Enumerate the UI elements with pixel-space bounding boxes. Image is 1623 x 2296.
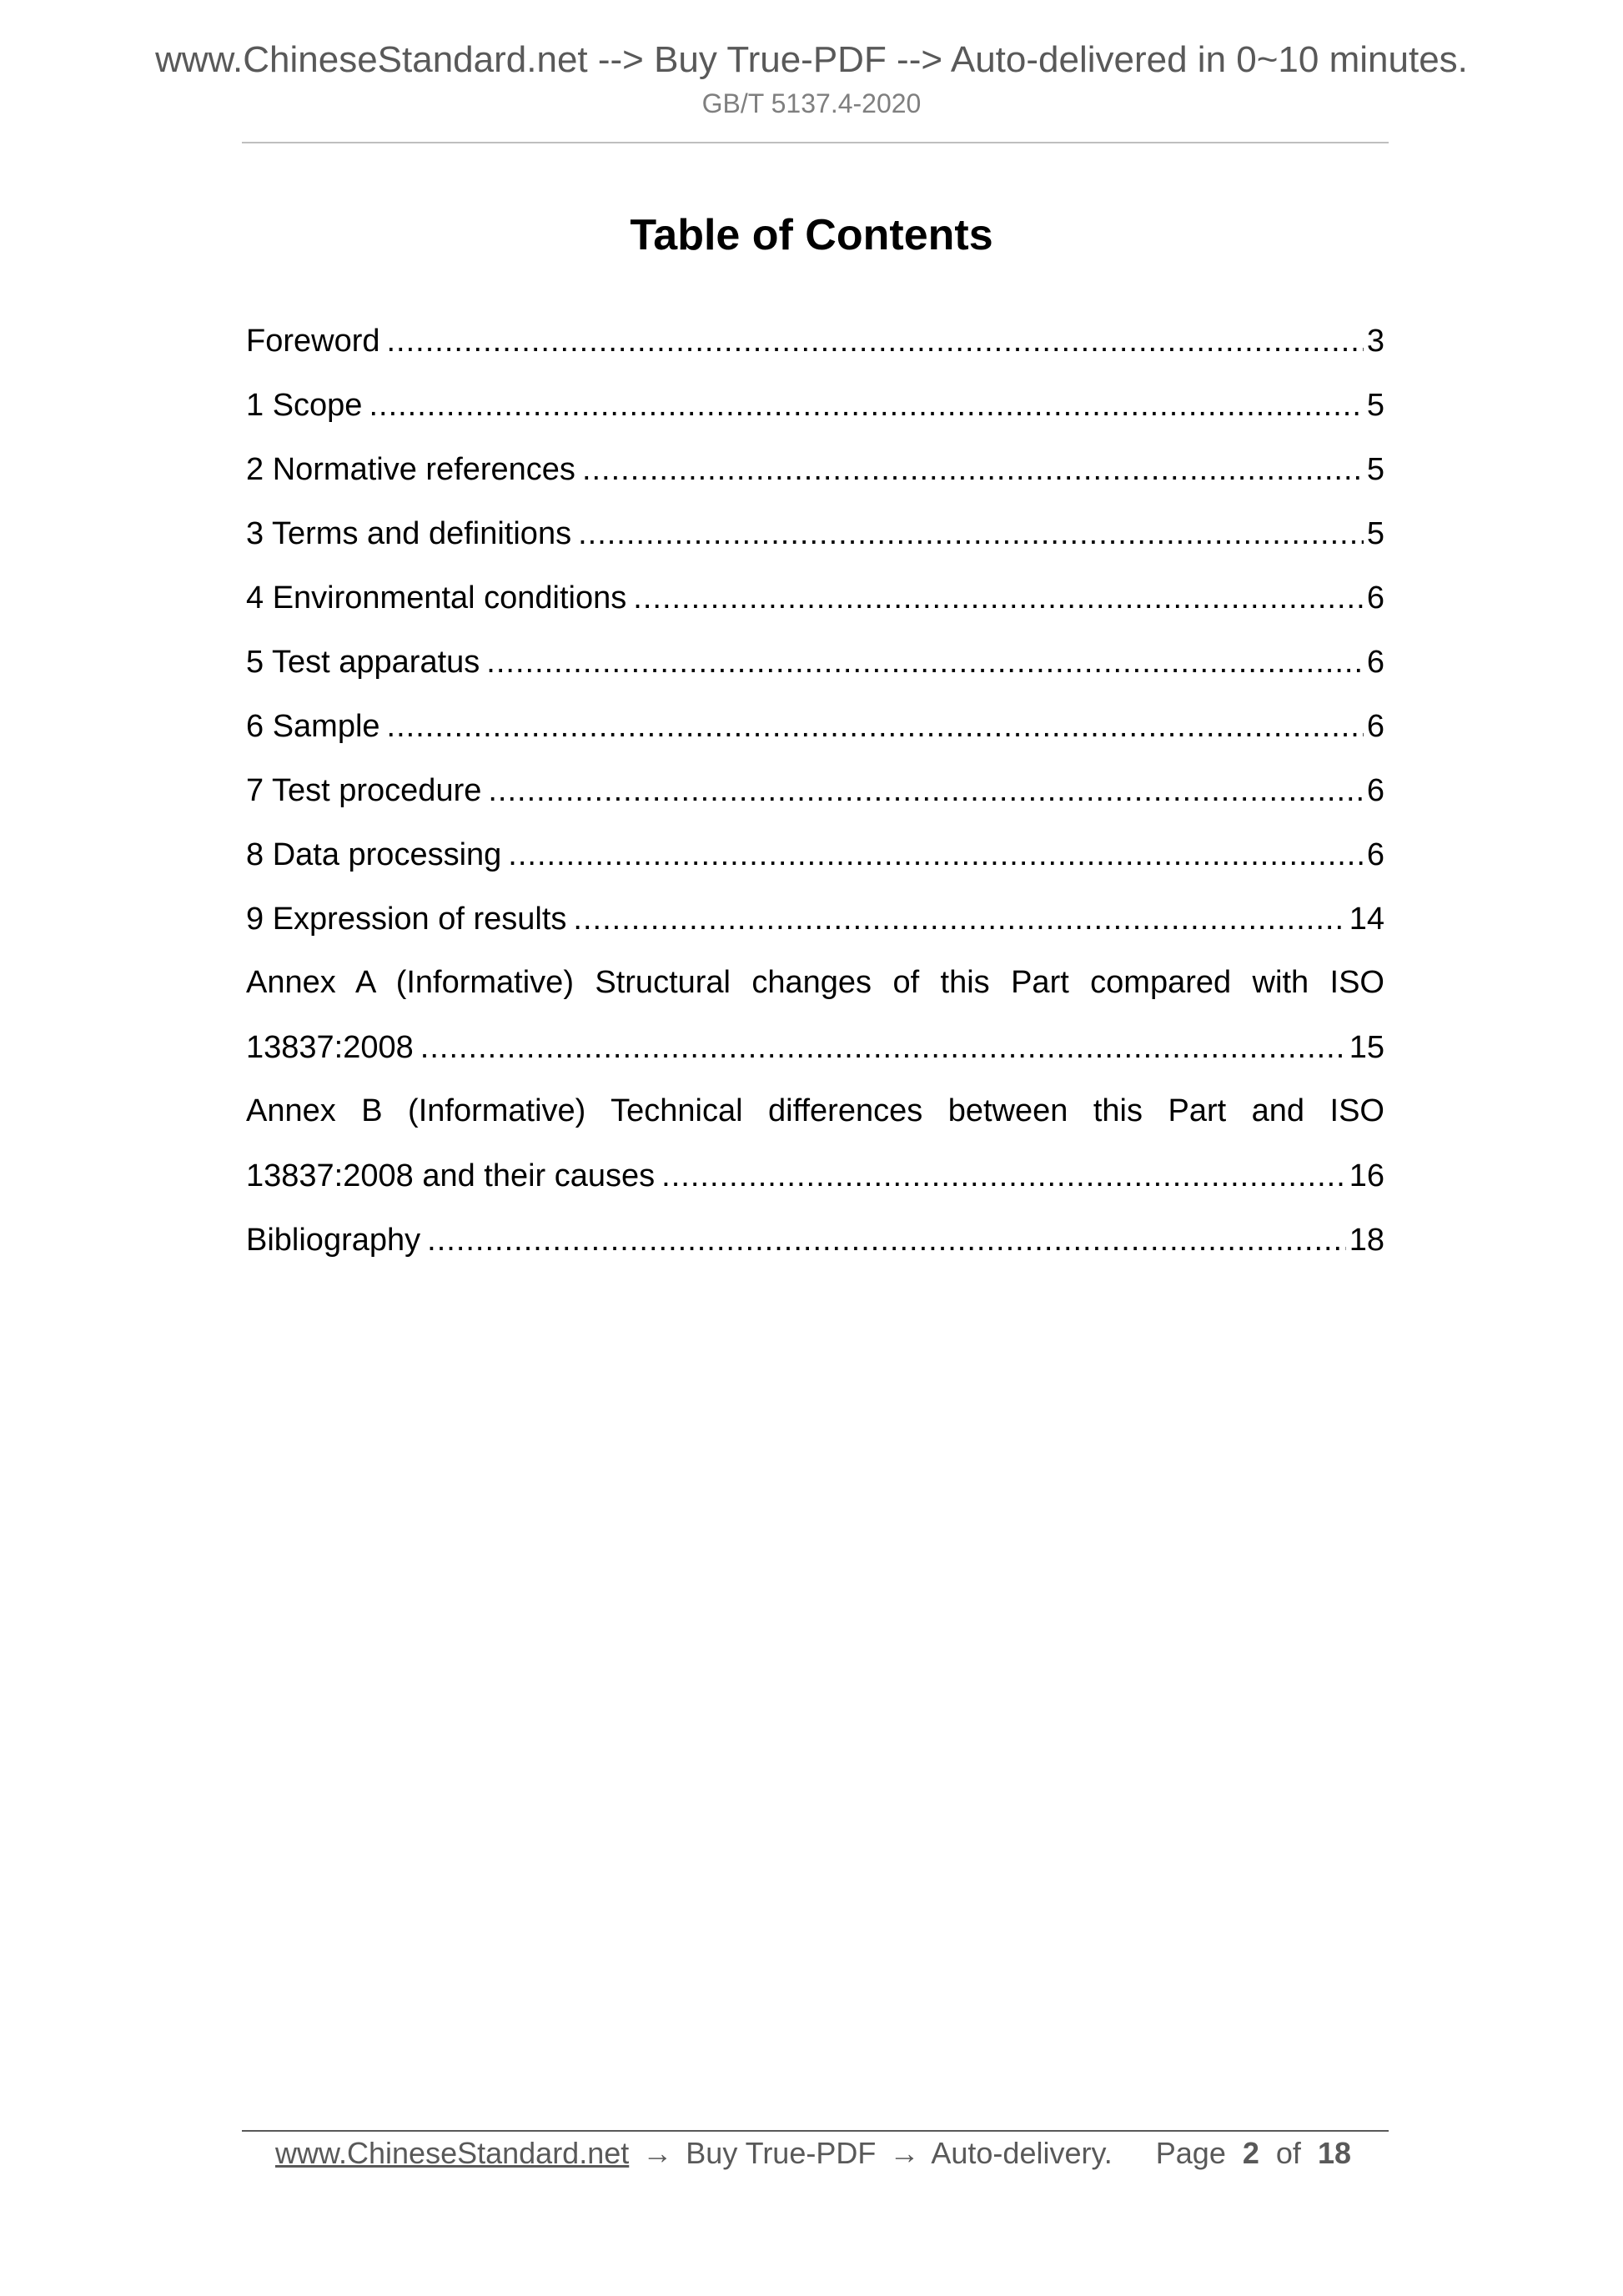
page-indicator	[1156, 2137, 1359, 2170]
toc-dot-leader	[420, 1032, 1346, 1063]
toc-dot-leader	[427, 1224, 1346, 1256]
header-banner: www.ChineseStandard.net --> Buy True-PDF --> Auto-delivered in 0~10 minutes.	[155, 39, 1468, 80]
toc-entry-expression-of-results[interactable]	[246, 887, 1384, 951]
toc-entry-label: 13837:2008 and their causes	[246, 1158, 656, 1193]
toc-entry-label: 5 Test apparatus	[246, 644, 480, 680]
toc-entry-label: 8 Data processing	[246, 837, 502, 872]
toc-entry-label: 13837:2008	[246, 1029, 414, 1065]
toc-entry-page: 5	[1366, 515, 1384, 551]
toc-entry-sample[interactable]	[246, 694, 1384, 758]
footer-buy-text: Buy True-PDF	[686, 2136, 877, 2170]
toc-dot-leader	[582, 454, 1364, 485]
toc-entry-page: 16	[1349, 1158, 1384, 1193]
toc-entry-test-procedure[interactable]	[246, 758, 1384, 822]
toc-dot-leader	[633, 582, 1364, 614]
toc-entry-label: 2 Normative references	[246, 451, 575, 487]
toc-entry-label: Annex A (Informative) Structural changes of this Part compared with ISO	[246, 965, 1384, 1000]
footer-site-link[interactable]: www.ChineseStandard.net	[275, 2136, 630, 2170]
toc-dot-leader	[369, 389, 1363, 421]
toc-entry-label: Foreword	[246, 323, 380, 359]
page-word: Page	[1155, 2136, 1226, 2170]
footer-divider	[242, 2130, 1389, 2132]
toc-entry-page: 6	[1366, 708, 1384, 744]
toc-entry-label: Annex B (Informative) Technical differences between this Part and ISO	[246, 1093, 1384, 1128]
toc-entry-page: 5	[1366, 451, 1384, 487]
toc-entry-page: 6	[1366, 580, 1384, 615]
toc-entry-annex-a-line-1[interactable]	[246, 951, 1384, 1015]
header-divider	[242, 142, 1389, 143]
toc-entry-environmental-conditions[interactable]	[246, 565, 1384, 630]
toc-dot-leader	[486, 646, 1364, 678]
page-title: Table of Contents	[630, 211, 993, 259]
toc-entry-annex-b-line-1[interactable]	[246, 1079, 1384, 1143]
toc-entry-label: 9 Expression of results	[246, 901, 567, 937]
right-arrow-icon: →	[889, 2136, 920, 2170]
total-pages-number: 18	[1317, 2136, 1351, 2170]
of-word: of	[1275, 2136, 1301, 2170]
toc-dot-leader	[661, 1160, 1346, 1192]
toc-entry-annex-a-line-2[interactable]	[246, 1015, 1384, 1079]
toc-entry-label: Bibliography	[246, 1222, 421, 1258]
footer-delivery-text: Auto-delivery.	[931, 2136, 1113, 2170]
toc-entry-scope[interactable]	[246, 373, 1384, 437]
toc-entry-page: 6	[1366, 644, 1384, 680]
toc-dot-leader	[488, 775, 1363, 806]
toc-dot-leader	[573, 903, 1345, 935]
toc-entry-normative-references[interactable]	[246, 437, 1384, 501]
toc-dot-leader	[578, 518, 1364, 550]
toc-entry-page: 6	[1366, 837, 1384, 872]
toc-entry-annex-b-line-2[interactable]	[246, 1143, 1384, 1208]
toc-entry-label: 7 Test procedure	[246, 772, 482, 808]
toc-entry-terms-and-definitions[interactable]	[246, 501, 1384, 565]
toc-dot-leader	[508, 839, 1364, 871]
toc-entry-page: 18	[1349, 1222, 1384, 1258]
toc-entry-page: 6	[1366, 772, 1384, 808]
right-arrow-icon: →	[642, 2136, 673, 2170]
toc-entry-label: 6 Sample	[246, 708, 380, 744]
table-of-contents	[246, 309, 1384, 1272]
toc-entry-label: 1 Scope	[246, 387, 363, 423]
toc-entry-label: 4 Environmental conditions	[246, 580, 627, 615]
toc-entry-label: 3 Terms and definitions	[246, 515, 572, 551]
document-code: GB/T 5137.4-2020	[701, 88, 922, 118]
toc-dot-leader	[387, 325, 1364, 357]
toc-entry-test-apparatus[interactable]	[246, 630, 1384, 694]
toc-entry-page: 15	[1349, 1029, 1384, 1065]
toc-entry-bibliography[interactable]	[246, 1208, 1384, 1272]
toc-entry-page: 14	[1349, 901, 1384, 937]
toc-dot-leader	[387, 711, 1364, 742]
toc-entry-foreword[interactable]	[246, 309, 1384, 373]
page-footer	[275, 2137, 1359, 2170]
current-page-number: 2	[1242, 2136, 1259, 2170]
toc-entry-page: 3	[1366, 323, 1384, 359]
toc-entry-page: 5	[1366, 387, 1384, 423]
toc-entry-data-processing[interactable]	[246, 822, 1384, 887]
